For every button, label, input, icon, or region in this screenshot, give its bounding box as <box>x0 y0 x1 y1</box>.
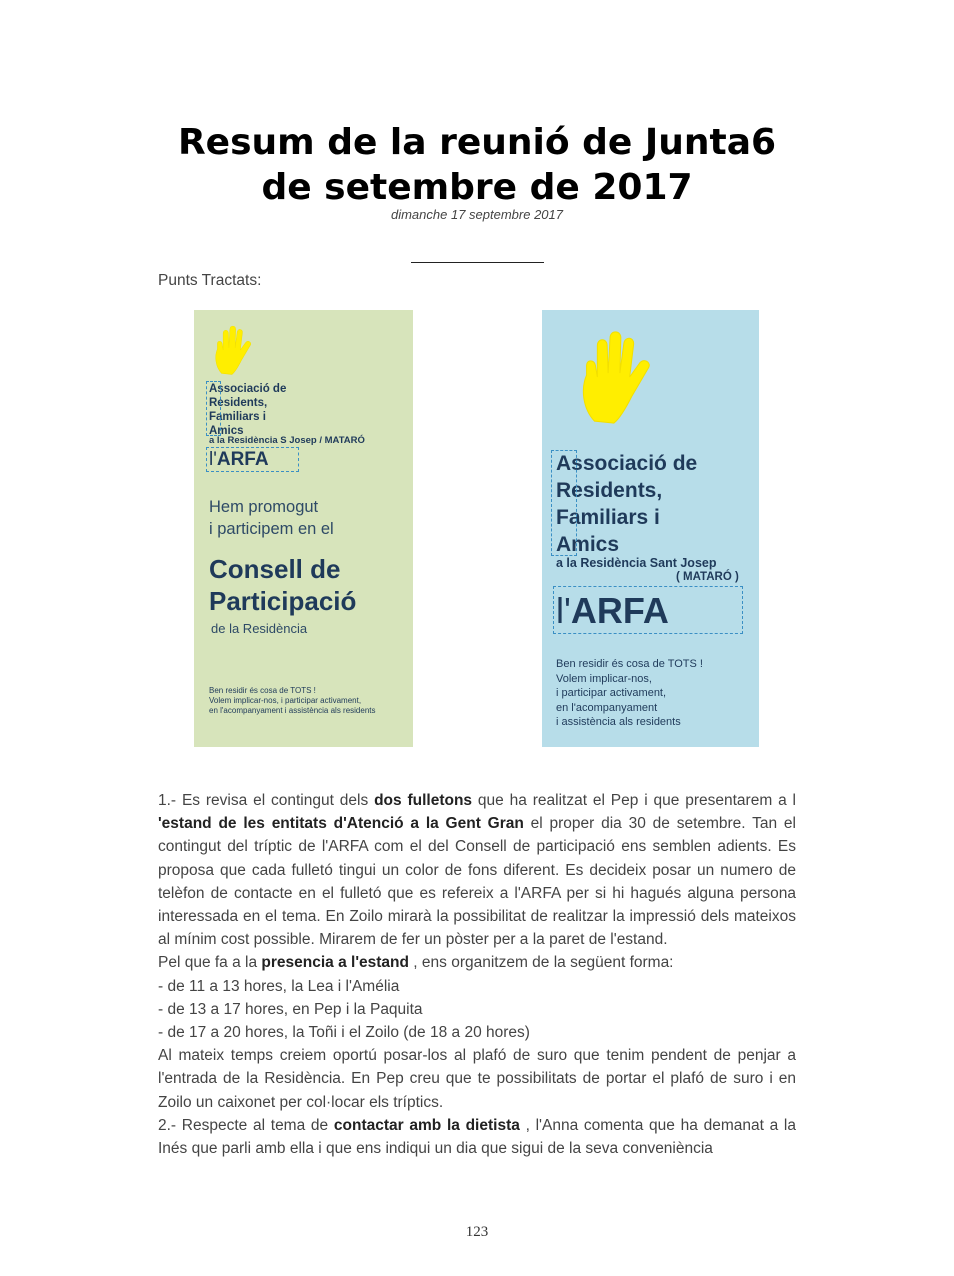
section-label: Punts Tractats: <box>158 272 262 289</box>
paragraph-corkboard: Al mateix temps creiem oportú posar-los al plafó de suro que tenim pendent de penjar a l'entrada de la Residència. En Pep creu que te possibilitats de portar el plafó de suro i en Zoilo un caixonet per col·locar els tríptics. <box>158 1047 796 1111</box>
separator-rule <box>411 262 544 263</box>
leaflet-consell-participacio <box>194 310 413 747</box>
leaflet-motto: Ben residir és cosa de TOTS ! Volem implicar-nos, i participar activament, en l'acompanyament i assistència als residents <box>556 658 703 728</box>
page-title: Resum de la reunió de Junta6 de setembre de 2017 <box>177 122 777 208</box>
yellow-hand-icon <box>206 324 258 376</box>
yellow-hand-icon <box>564 328 664 426</box>
city-name: ( MATARÓ ) <box>676 571 739 583</box>
association-name: Associació de Residents, Familiars i Amics <box>556 452 698 556</box>
schedule-item: - de 11 a 13 hores, la Lea i l'Amélia <box>158 977 400 995</box>
page-number: 123 <box>465 1224 489 1240</box>
placeholder-frame <box>551 450 577 556</box>
schedule-item: - de 13 a 17 hores, en Pep i la Paquita <box>158 1000 423 1018</box>
placeholder-frame <box>553 586 743 634</box>
paragraph-dietitian: 2.- Respecte al tema de contactar amb la dietista , l'Anna comenta que ha demanat a la Inés que parli amb ella i que ens indiqui un dia que sigui de la seva conveniència <box>158 1116 796 1158</box>
residence-name: a la Residència Sant Josep <box>556 556 717 570</box>
leaflet-arfa <box>542 310 759 747</box>
promo-text: Hem promogut i participem en el <box>209 498 334 538</box>
paragraph-stand: Pel que fa a la presencia a l'estand , ens organitzem de la següent forma: <box>158 954 674 972</box>
schedule-item: - de 17 a 20 hores, la Toñi i el Zoilo (de 18 a 20 hores) <box>158 1024 530 1042</box>
placeholder-frame <box>206 447 299 472</box>
council-heading: Consell de Participació <box>209 554 357 616</box>
meeting-notes <box>158 789 796 1160</box>
paragraph-leaflets: 1.- Es revisa el contingut dels dos fulletons que ha realitzat el Pep i que presentarem a l 'estand de les entitats d'Atenció a la Gent Gran el proper dia 30 de setembre. Tan el contingut del tríptic de l'ARFA com el del Consell de participació ens semblen adients. Es proposa que cada fulletó tingui un color de fons diferent. Es decideix posar un numero de telèfon de contacte en el fulletó que es refereix a l'ARFA per si hi hagués alguna persona interessada en el tema. En Zoilo mirarà la possibilitat de realitzar la impressió dels mateixos al mínim cost possible. Mirarem de fer un pòster per a la paret de l'estand. <box>158 792 796 949</box>
placeholder-frame <box>206 381 221 436</box>
post-date: dimanche 17 septembre 2017 <box>390 207 563 222</box>
leaflet-motto: Ben residir és cosa de TOTS ! Volem implicar-nos, i participar activament, en l'acompanyament i assistència als residents <box>209 686 376 715</box>
association-name: Associació de Residents, Familiars i Amics <box>209 383 287 437</box>
residence-name: a la Residència S Josep / MATARÓ <box>209 435 365 446</box>
council-subheading: de la Residència <box>211 621 308 636</box>
arfa-logo-text: l'ARFA <box>556 590 669 631</box>
arfa-logo-text: l'ARFA <box>209 449 269 470</box>
